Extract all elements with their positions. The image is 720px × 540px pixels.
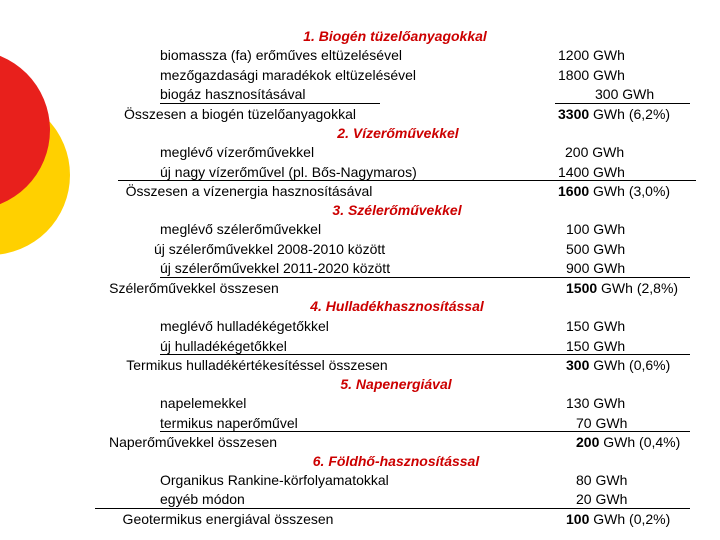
item-value: 1200 GWh	[558, 47, 625, 63]
item-label: új hulladékégetőkkel	[160, 338, 287, 354]
section-heading-wind: 3. Szélerőművekkel	[332, 202, 462, 218]
divider	[160, 354, 690, 355]
item-label: új szélerőművekkel 2008-2010 között	[154, 241, 386, 257]
item-label: meglévő szélerőművekkel	[160, 221, 322, 237]
item-value: 300 GWh	[595, 86, 655, 102]
item-label: meglévő hulladékégetőkkel	[160, 318, 329, 334]
item-value: 100 GWh	[566, 221, 626, 237]
item-value: 200 GWh	[565, 144, 625, 160]
item-label: egyéb módon	[160, 491, 245, 507]
total-label: Szélerőművekkel összesen	[109, 280, 279, 296]
item-value: 150 GWh	[566, 318, 626, 334]
section-heading-water: 2. Vízerőművekkel	[337, 125, 459, 141]
item-label: termikus naperőművel	[160, 415, 298, 431]
item-label: biomassza (fa) erőműves eltüzelésével	[160, 47, 402, 63]
item-value: 130 GWh	[566, 395, 626, 411]
total-label: Összesen a vízenergia hasznosításával	[125, 183, 373, 199]
item-label: új szélerőművekkel 2011-2020 között	[160, 260, 391, 276]
item-label: mezőgazdasági maradékok eltüzelésével	[160, 67, 417, 83]
item-value: 900 GWh	[566, 260, 626, 276]
item-value: 1800 GWh	[558, 67, 625, 83]
item-value: 1400 GWh	[558, 164, 625, 180]
divider	[160, 431, 690, 432]
item-label: napelemekkel	[160, 395, 247, 411]
total-label: Termikus hulladékértékesítéssel összesen	[126, 357, 388, 373]
section-heading-waste: 4. Hulladékhasznosítással	[310, 298, 484, 314]
total-value: 300 GWh (0,6%)	[566, 357, 671, 373]
total-label: Összesen a biogén tüzelőanyagokkal	[124, 106, 356, 122]
section-heading-biogen: 1. Biogén tüzelőanyagokkal	[303, 28, 487, 44]
total-value: 1500 GWh (2,8%)	[566, 280, 679, 296]
item-value: 500 GWh	[566, 241, 626, 257]
total-value: 100 GWh (0,2%)	[566, 511, 671, 527]
divider	[555, 103, 690, 104]
total-value: 3300 GWh (6,2%)	[558, 106, 671, 122]
total-label: Naperőművekkel összesen	[108, 434, 278, 450]
decorative-circles	[0, 0, 90, 540]
item-value: 150 GWh	[566, 338, 626, 354]
section-heading-geothermal: 6. Földhő-hasznosítással	[312, 453, 480, 469]
divider	[160, 103, 380, 104]
item-label: új nagy vízerőművel (pl. Bős-Nagymaros)	[160, 164, 417, 180]
item-value: 70 GWh	[576, 415, 628, 431]
divider	[160, 277, 690, 278]
item-label: meglévő vízerőművekkel	[160, 144, 315, 160]
item-value: 20 GWh	[576, 491, 628, 507]
total-value: 1600 GWh (3,0%)	[558, 183, 671, 199]
total-value: 200 GWh (0,4%)	[576, 434, 681, 450]
item-label: Organikus Rankine-körfolyamatokkal	[160, 472, 389, 488]
divider	[118, 180, 696, 181]
item-label: biogáz hasznosításával	[160, 86, 306, 102]
item-value: 80 GWh	[576, 472, 628, 488]
divider	[95, 508, 690, 509]
total-label: Geotermikus energiával összesen	[122, 511, 334, 527]
section-heading-solar: 5. Napenergiával	[340, 376, 452, 392]
